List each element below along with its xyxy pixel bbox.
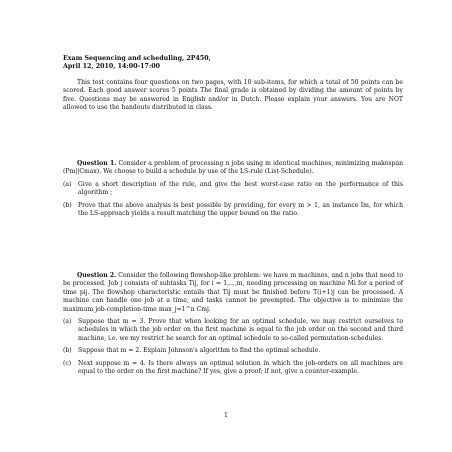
item-marker: (b) [63,347,72,355]
page-number: 1 [224,412,228,419]
question-1-statement [63,160,403,177]
item-text: Give a short description of the rule, and give the best worst-case ratio on the performance of this algorithm ; [78,180,403,197]
question-1-item-b [63,202,403,219]
question-1-text: Consider a problem of processing n jobs using m identical machines, minimizing makespan (Pm||Cmax). We choose to build a schedule by use of the LS-rule (List-Schedule). [63,160,404,176]
question-2-item-c [63,360,403,377]
intro-paragraph: This test contains four questions on two pages, with 10 sub-items, for which a total of 50 points can be scored. Each good answer scores 5 points The final grade is obtained by dividing the amount of points by five. Questions may be answered in English and/or in Dutch. Please explain your answers. You are NOT allowed to use the handouts distributed in class. [63,79,403,112]
question-2 [63,272,403,376]
question-2-item-a [63,318,403,343]
question-1 [63,160,403,218]
exam-title: Exam Sequencing and scheduling, 2P450, [63,55,211,62]
exam-header [63,55,403,71]
question-1-label: Question 1. [77,160,117,167]
item-marker: (c) [63,359,72,367]
item-marker: (b) [63,201,72,209]
item-text: Suppose that m = 3. Prove that when looking for an optimal schedule, we may restrict ourselves to schedules in which the job order on the first machine is equal to the job order on the second and third machine, i.e. we my restrict he search for an optimal schedule to so-called permutation-schedules. [78,318,403,342]
item-text: Next suppose m = 4. Is there always an optimal solution in which the job-orders on all machines are equal to the order on the first machine? If yes, give a proof; if not, give a counter-example. [78,359,403,376]
item-marker: (a) [63,180,72,188]
item-marker: (a) [63,318,72,326]
question-1-item-a [63,181,403,198]
question-2-statement [63,272,403,314]
question-2-text: Consider the following flowshop-like problem: we have m machines, and n jobs that need to be processed. Job j consists of subtasks Tij, for i = 1,...,m, needing processing on machine Mi for a period of time pij. The flowshop characteristic entails that Tij must be finished before T(i+1)j can be processed. A machine can handle one job at a time, and tasks cannot be preempted. The objective is to minimize the maximum job-completion-time max_j=1^n Cmj. [63,272,404,313]
exam-date: April 12, 2010, 14:00-17:00 [63,63,160,70]
item-text: Prove that the above analysis is best possible by providing, for every m > 1, an instance Im, for which the LS-approach yields a result matching the upper bound on the ratio. [78,201,403,218]
question-2-label: Question 2. [77,272,117,279]
question-2-item-b [63,347,403,355]
item-text: Suppose that m = 2. Explain Johnson's algorithm to find the optimal schedule. [78,347,321,355]
